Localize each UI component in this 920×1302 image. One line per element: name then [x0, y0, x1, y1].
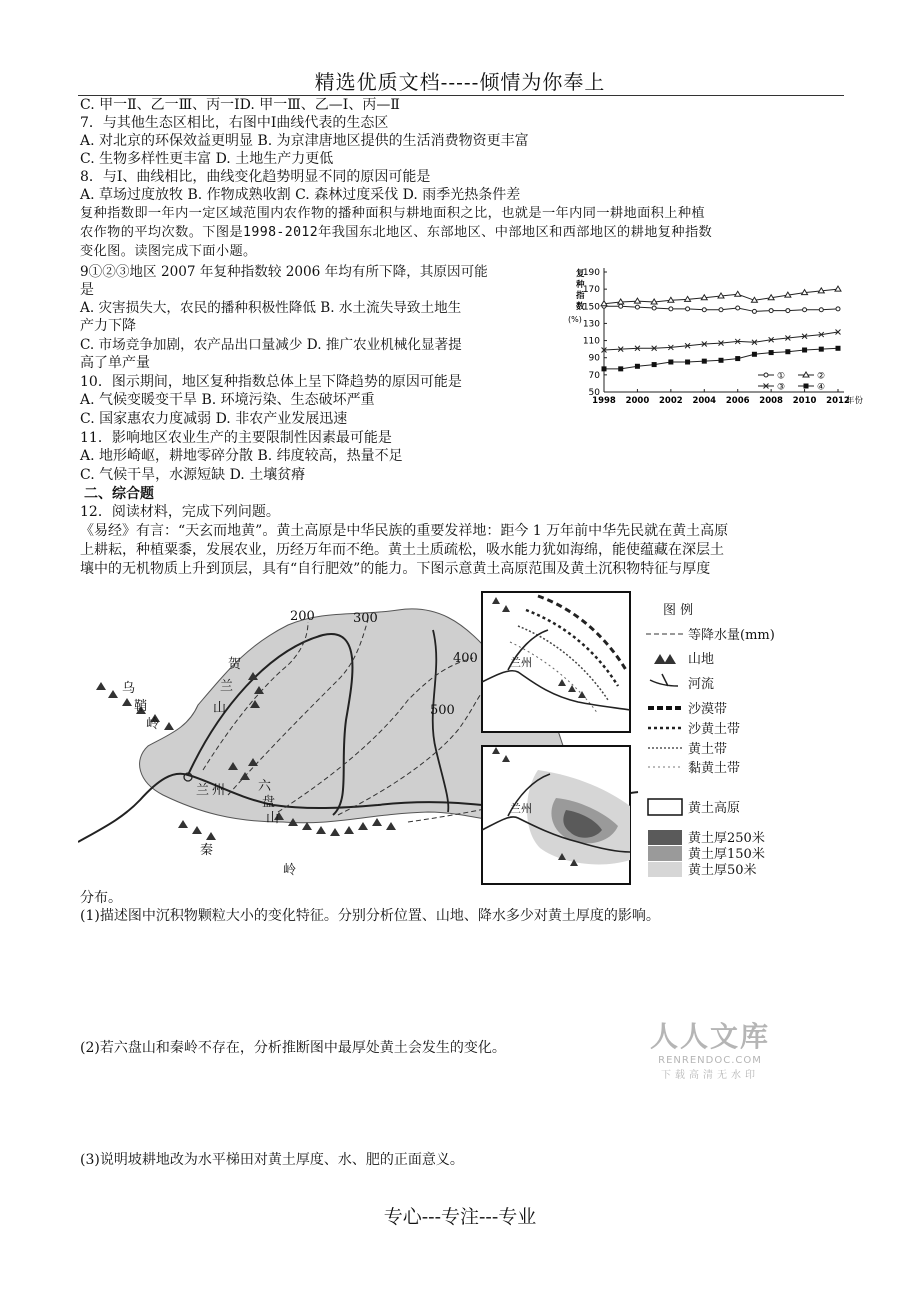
data-point: [719, 358, 724, 363]
data-point: [634, 298, 640, 303]
intro-paragraph-line: 复种指数即一年内一定区域范围内农作物的播种面积与耕地面积之比，也就是一年内同一耕地面积上种植: [80, 206, 706, 221]
sub-question-3: (3)说明坡耕地改为水平梯田对黄土厚度、水、肥的正面意义。: [80, 1152, 464, 1168]
watermark-title: 人人文库: [649, 1020, 770, 1053]
sub-question-1: (1)描述图中沉积物颗粒大小的变化特征。分别分析位置、山地、降水多少对黄土厚度的影响。: [80, 908, 660, 924]
question-9-cont: 是: [80, 282, 94, 298]
legend-item: 山地: [688, 652, 715, 667]
data-point: [669, 307, 673, 311]
question-7-options-ab: A. 对北京的环保效益更明显 B. 为京津唐地区提供的生活消费物资更丰富: [80, 133, 529, 149]
watermark-note: 下载高清无水印: [661, 1070, 759, 1081]
y-tick-label: 170: [582, 285, 600, 296]
question-7: 7．与其他生态区相比，右图中Ⅰ曲线代表的生态区: [80, 115, 389, 131]
isohyet-label: 400: [453, 651, 478, 666]
legend-label: ①: [777, 371, 786, 382]
inset-place-label: 兰州: [510, 802, 532, 815]
question-8: 8．与Ⅰ、曲线相比，曲线变化趋势明显不同的原因可能是: [80, 169, 431, 185]
inset-sediment-map: [482, 592, 630, 732]
question-11: 11．影响地区农业生产的主要限制性因素最可能是: [80, 430, 392, 446]
section-title: 二、综合题: [84, 486, 154, 502]
watermark: [640, 1015, 780, 1081]
data-point: [736, 306, 740, 310]
x-tick-label: 2004: [692, 396, 717, 406]
data-point: [618, 366, 623, 371]
question-9: 9①②③地区 2007 年复种指数较 2006 年均有所下降，其原因可能: [80, 264, 488, 280]
intro-paragraph-line: 农作物的平均次数。下图是1998-2012年我国东北地区、东部地区、中部地区和西部地区的耕地复种指数: [80, 225, 713, 240]
y-tick-label: 50: [588, 388, 600, 398]
x-tick-label: 2006: [725, 396, 750, 406]
place-label: 贺: [228, 657, 242, 672]
material-paragraph-line: 《易经》有言：“天玄而地黄”。黄土高原是中华民族的重要发祥地：距今 1 万年前中华先民就在黄土高原: [80, 523, 729, 539]
data-point: [836, 346, 841, 351]
place-label: 秦: [200, 843, 214, 858]
y-tick-label: 70: [588, 370, 600, 381]
y-axis-label: 种: [576, 280, 585, 290]
legend-item: 黄土高原: [688, 801, 741, 816]
x-axis-unit: 年份: [846, 396, 864, 406]
legend-item: 黄土厚50米: [688, 863, 757, 878]
data-point: [803, 308, 807, 312]
legend-item: 黄土带: [688, 742, 728, 757]
material-paragraph-line: 上耕耘，种植粟黍，发展农业，历经万年而不绝。黄土土质疏松，吸水能力犹如海绵，能使蕴藏在深层土: [80, 542, 724, 558]
data-point: [752, 309, 756, 313]
data-point: [786, 309, 790, 313]
legend-marker: [804, 384, 809, 389]
data-point: [835, 286, 841, 291]
answer-option-line: C. 甲一Ⅱ、乙一Ⅲ、丙一ⅠD. 甲一Ⅲ、乙—Ⅰ、丙—Ⅱ: [80, 97, 400, 113]
x-tick-label: 2000: [625, 396, 650, 406]
x-tick-label: 2008: [759, 396, 783, 406]
data-point: [702, 308, 706, 312]
isohyet-label: 300: [353, 611, 378, 626]
data-point: [719, 308, 723, 312]
data-point: [735, 291, 741, 296]
y-tick-label: 150: [582, 302, 600, 313]
place-label: 乌: [122, 681, 136, 696]
sub-question-2: (2)若六盘山和秦岭不存在，分析推断图中最厚处黄土会发生的变化。: [80, 1040, 506, 1056]
question-9-option-cd: C. 市场竞争加剧，农产品出口量减少 D. 推广农业机械化显著提: [80, 337, 462, 353]
data-point: [602, 366, 607, 371]
x-tick-label: 2010: [792, 396, 817, 406]
legend-label: ②: [817, 371, 826, 382]
page-footer: 专心---专注---专业: [383, 1206, 537, 1228]
question-10-options-ab: A. 气候变暖变干旱 B. 环境污染、生态破坏严重: [80, 392, 375, 408]
data-point: [752, 352, 757, 357]
question-9-option-ab: A. 灾害损失大，农民的播种积极性降低 B. 水土流失导致土地生: [80, 300, 462, 316]
legend-item: 等降水量(mm): [688, 628, 775, 643]
map-legend: [646, 603, 775, 878]
legend-label: ③: [777, 382, 786, 393]
data-point: [819, 308, 823, 312]
legend-marker: [764, 373, 768, 377]
question-10-options-cd: C. 国家惠农力度减弱 D. 非农产业发展迅速: [80, 411, 348, 427]
place-label: 州: [212, 783, 226, 798]
legend-item: 黏黄土带: [688, 761, 741, 776]
inset-place-label: 兰州: [510, 656, 532, 669]
question-7-options-cd: C. 生物多样性更丰富 D. 土地生产力更低: [80, 151, 334, 167]
legend-item: 沙漠带: [688, 702, 728, 717]
data-point: [735, 356, 740, 361]
inset-thickness-map: [482, 746, 630, 884]
y-tick-label: 130: [582, 319, 600, 330]
y-tick-label: 110: [582, 336, 600, 347]
data-point: [652, 306, 656, 310]
isohyet-label: 500: [430, 703, 455, 718]
data-point: [785, 349, 790, 354]
data-point: [686, 307, 690, 311]
intro-paragraph-line: 变化图。读图完成下面小题。: [80, 244, 257, 259]
data-point: [619, 304, 623, 308]
data-point: [769, 309, 773, 313]
data-point: [802, 348, 807, 353]
place-label: 六: [258, 779, 272, 794]
legend-title: 图 例: [663, 603, 694, 618]
y-axis-label: 指: [576, 291, 585, 301]
data-point: [652, 362, 657, 367]
legend-item: 黄土厚150米: [688, 847, 765, 862]
legend-label: ④: [817, 382, 826, 393]
data-point: [836, 307, 840, 311]
question-9-option-cont: 高了单产量: [80, 355, 150, 371]
legend-item: 河流: [688, 677, 715, 692]
data-point: [769, 350, 774, 355]
question-8-options: A. 草场过度放牧 B. 作物成熟收割 C. 森林过度采伐 D. 雨季光热条件差: [80, 187, 521, 203]
x-tick-label: 2012: [826, 396, 850, 406]
question-12: 12．阅读材料，完成下列问题。: [80, 504, 280, 520]
data-point: [668, 360, 673, 365]
watermark-site: RENRENDOC.COM: [658, 1055, 762, 1066]
isohyet-label: 200: [290, 609, 315, 624]
page-header: 精选优质文档-----倾情为你奉上: [314, 70, 606, 94]
question-11-options-ab: A. 地形崎岖，耕地零碎分散 B. 纬度较高，热量不足: [80, 448, 403, 464]
data-point: [702, 359, 707, 364]
y-axis-label: 复: [576, 269, 585, 279]
loess-plateau-map: [78, 590, 788, 886]
data-point: [635, 305, 639, 309]
x-tick-label: 1998: [592, 396, 616, 406]
data-point: [819, 347, 824, 352]
place-label: 兰: [220, 679, 234, 694]
legend-item: 沙黄土带: [688, 722, 741, 737]
place-label: 岭: [146, 717, 160, 732]
y-axis-unit: (%): [568, 315, 582, 324]
place-label: 兰: [196, 783, 210, 798]
y-tick-label: 190: [582, 268, 600, 278]
place-label: 岭: [283, 863, 297, 878]
y-tick-label: 90: [588, 353, 600, 364]
data-point: [635, 364, 640, 369]
place-label: 山: [266, 811, 280, 826]
multiple-cropping-index-chart: [560, 262, 880, 412]
place-label: 鞘: [134, 699, 148, 714]
x-tick-label: 2002: [659, 396, 683, 406]
material-paragraph-line: 壤中的无机物质上升到顶层，具有“自行肥效”的能力。下图示意黄土高原范围及黄土沉积物特征与厚度: [80, 561, 711, 577]
data-point: [685, 360, 690, 365]
material-paragraph-end: 分布。: [80, 890, 122, 906]
legend-item: 黄土厚250米: [688, 831, 765, 846]
place-label: 盘: [262, 795, 276, 810]
question-9-option-cont: 产力下降: [80, 318, 136, 334]
y-axis-label: 数: [576, 302, 585, 312]
question-10: 10．图示期间，地区复种指数总体上呈下降趋势的原因可能是: [80, 374, 462, 390]
question-11-options-cd: C. 气候干旱，水源短缺 D. 土壤贫瘠: [80, 467, 306, 483]
place-label: 山: [213, 701, 227, 716]
